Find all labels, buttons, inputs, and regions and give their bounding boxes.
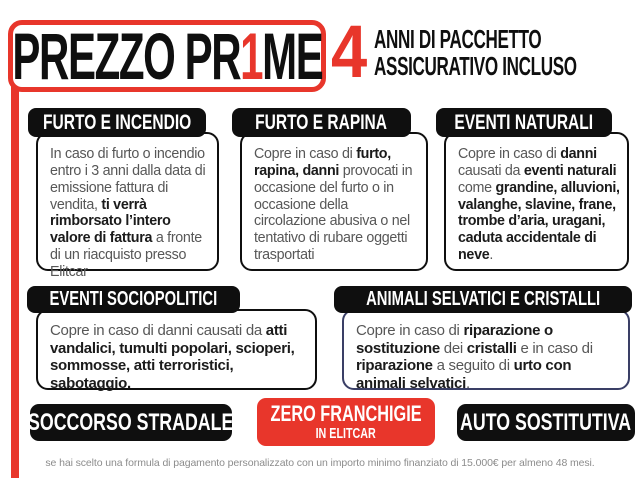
card-title-label: FURTO E RAPINA bbox=[255, 110, 388, 134]
title-prefix: PREZZO PR bbox=[12, 19, 240, 93]
big-number-4: 4 bbox=[331, 10, 368, 93]
red-accent-bar bbox=[11, 86, 19, 478]
header-subtitle bbox=[374, 27, 577, 80]
subtitle-line-2: ASSICURATIVO INCLUSO bbox=[374, 52, 577, 81]
card-title-label: EVENTI NATURALI bbox=[454, 110, 594, 134]
card-furto-rapina-body: Copre in caso di furto, rapina, danni provocati in occasione del furto o in occasione della circolazione abusiva o nel tentativo di rubare oggetti trasportati bbox=[240, 132, 428, 271]
subtitle-line-1: ANNI DI PACCHETTO bbox=[374, 26, 542, 54]
card-title-label: ANIMALI SELVATICI E CRISTALLI bbox=[365, 288, 601, 310]
card-furto-incendio-body: In caso di furto o incendio entro i 3 anni dalla data di emissione fattura di vendita, ti verrà rimborsato l’intero valore di fattura a fronte di un riacquisto presso Elitcar bbox=[36, 132, 219, 271]
card-eventi-naturali-title bbox=[436, 108, 612, 137]
badge-label: SOCCORSO STRADALE bbox=[28, 408, 234, 436]
card-eventi-naturali-body: Copre in caso di danni causati da eventi naturali come grandine, alluvioni, valanghe, slavine, frane, trombe d’aria, uragani, caduta accidentale di neve. bbox=[444, 132, 629, 271]
badge-zero-franchigie bbox=[257, 398, 435, 446]
card-title-label: FURTO E INCENDIO bbox=[42, 110, 192, 134]
card-furto-incendio-title bbox=[28, 108, 206, 137]
card-furto-rapina-title bbox=[232, 108, 411, 137]
title-suffix: ME bbox=[261, 19, 322, 93]
card-eventi-sociopolitici-title bbox=[27, 286, 240, 313]
badge-auto-sostitutiva bbox=[457, 404, 635, 441]
badge-label: AUTO SOSTITUTIVA bbox=[460, 408, 632, 436]
card-animali-cristalli-title bbox=[334, 286, 632, 313]
disclaimer-text: se hai scelto una formula di pagamento personalizzato con un importo minimo finanziato di 15.000€ per almeno 48 mesi. bbox=[45, 457, 595, 469]
card-animali-cristalli-body: Copre in caso di riparazione o sostituzione dei cristalli e in caso di riparazione a seguito di urto con animali selvatici. bbox=[342, 309, 630, 390]
title-box bbox=[8, 20, 326, 92]
card-title-label: EVENTI SOCIOPOLITICI bbox=[49, 288, 218, 310]
card-eventi-sociopolitici-body: Copre in caso di danni causati da atti vandalici, tumulti popolari, scioperi, sommosse, atti terroristici, sabotaggio. bbox=[36, 309, 317, 390]
badge-label-line1: ZERO FRANCHIGIE bbox=[270, 400, 422, 426]
badge-label-line2: IN ELITCAR bbox=[315, 425, 377, 442]
badge-soccorso-stradale bbox=[30, 404, 232, 441]
title-red-one: 1 bbox=[239, 19, 262, 93]
page-title bbox=[12, 18, 322, 94]
